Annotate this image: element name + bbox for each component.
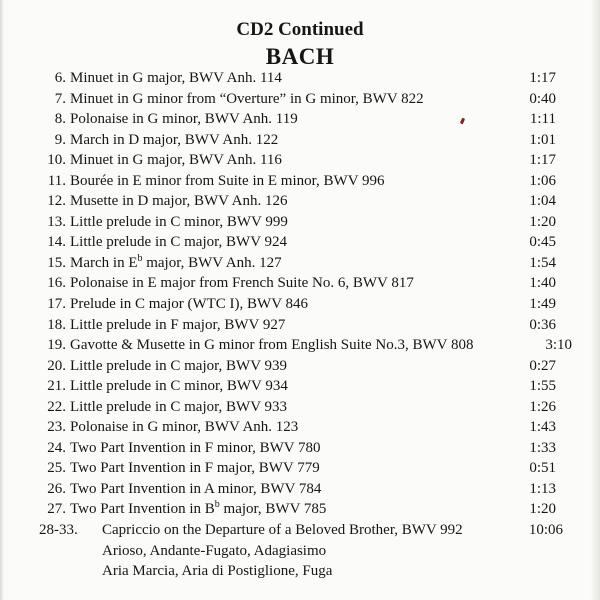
track-row	[0, 499, 600, 520]
track-number: 15.	[47, 254, 66, 271]
track-title: Minuet in G minor from “Overture” in G minor, BWV 822	[70, 90, 424, 107]
disc-subtitle: CD2 Continued	[236, 19, 364, 40]
track-number: 20.	[47, 357, 66, 374]
track-number: 7.	[54, 90, 66, 107]
track-row	[0, 191, 600, 212]
title-part: major, BWV 785	[219, 501, 327, 518]
track-title: Little prelude in C minor, BWV 934	[70, 378, 288, 395]
track-title: Little prelude in C major, BWV 933	[70, 398, 288, 415]
track-duration: 0:51	[529, 460, 556, 477]
track-number: 14.	[47, 234, 66, 251]
track-title: Musette in D major, BWV Anh. 126	[70, 193, 288, 210]
track-number: 13.	[47, 213, 66, 230]
movement-line	[0, 561, 600, 582]
track-row	[0, 376, 600, 397]
track-title: Two Part Invention in F minor, BWV 780	[70, 439, 321, 456]
track-title	[70, 253, 282, 274]
track-duration: 1:01	[529, 131, 556, 148]
track-duration: 0:40	[529, 90, 556, 107]
title-part: March in E	[70, 254, 138, 271]
track-row	[0, 417, 600, 438]
track-row	[0, 232, 600, 253]
track-duration: 1:55	[529, 378, 556, 395]
track-list	[0, 68, 600, 582]
track-duration: 10:06	[528, 522, 563, 539]
track-title: Capriccio on the Departure of a Beloved Brother, BWV 992	[102, 522, 463, 539]
track-number: 21.	[47, 378, 66, 395]
track-number: 23.	[47, 419, 66, 436]
track-number: 16.	[47, 275, 66, 292]
track-duration: 1:13	[529, 480, 556, 497]
track-duration: 1:26	[529, 398, 556, 415]
track-number: 28-33.	[39, 522, 78, 539]
title-part: major, BWV Anh. 127	[142, 254, 282, 271]
track-title: Two Part Invention in F major, BWV 779	[70, 460, 320, 477]
track-number: 17.	[47, 296, 66, 313]
flat-superscript: b	[214, 499, 220, 511]
track-duration: 0:36	[529, 316, 556, 333]
track-title: Little prelude in C major, BWV 939	[70, 357, 288, 374]
track-duration: 1:20	[529, 501, 556, 518]
track-title: Polonaise in E major from French Suite No. 6, BWV 817	[70, 275, 414, 292]
track-row	[0, 68, 600, 89]
track-title: Little prelude in C major, BWV 924	[70, 234, 288, 251]
track-number: 18.	[47, 316, 66, 333]
track-title: Little prelude in C minor, BWV 999	[70, 213, 288, 230]
title-part: Two Part Invention in B	[70, 501, 215, 518]
track-title: Little prelude in F major, BWV 927	[70, 316, 286, 333]
track-row	[0, 294, 600, 315]
track-row	[0, 89, 600, 110]
track-row-final	[0, 520, 600, 541]
track-title	[70, 499, 326, 520]
track-row	[0, 253, 600, 274]
track-row	[0, 171, 600, 192]
track-row	[0, 273, 600, 294]
movement-text: Arioso, Andante-Fugato, Adagiasimo	[102, 542, 327, 559]
track-row	[0, 438, 600, 459]
movement-text: Aria Marcia, Aria di Postiglione, Fuga	[102, 563, 333, 580]
track-title: Prelude in C major (WTC I), BWV 846	[70, 296, 309, 313]
track-duration: 1:06	[529, 172, 556, 189]
track-number: 11.	[47, 172, 66, 189]
track-title: Gavotte & Musette in G minor from English Suite No.3, BWV 808	[70, 337, 474, 354]
track-row	[0, 109, 600, 130]
track-duration: 0:27	[529, 357, 556, 374]
track-duration: 1:17	[529, 70, 556, 86]
track-row	[0, 315, 600, 336]
track-title: March in D major, BWV Anh. 122	[70, 131, 279, 148]
track-row	[0, 335, 600, 356]
track-row	[0, 458, 600, 479]
track-title: Minuet in G major, BWV Anh. 116	[70, 152, 282, 169]
track-row	[0, 150, 600, 171]
track-duration: 1:33	[529, 439, 556, 456]
track-title: Bourée in E minor from Suite in E minor, BWV 996	[70, 172, 385, 189]
track-duration: 1:49	[529, 296, 556, 313]
track-duration: 1:17	[529, 152, 556, 169]
track-number: 27.	[47, 501, 66, 518]
track-row	[0, 130, 600, 151]
track-number: 10.	[47, 152, 66, 169]
flat-superscript: b	[137, 252, 143, 264]
track-row	[0, 397, 600, 418]
track-duration: 3:10	[545, 337, 572, 354]
track-number: 8.	[54, 111, 66, 128]
track-duration: 0:45	[529, 234, 556, 251]
track-number: 26.	[47, 480, 66, 497]
track-duration: 1:43	[529, 419, 556, 436]
track-duration: 1:40	[529, 275, 556, 292]
track-duration: 1:11	[529, 111, 556, 128]
track-duration: 1:20	[529, 213, 556, 230]
track-number: 25.	[47, 460, 66, 477]
track-title: Polonaise in G minor, BWV Anh. 123	[70, 419, 299, 436]
track-title: Minuet in G major, BWV Anh. 114	[70, 70, 282, 86]
track-number: 19.	[47, 337, 66, 354]
movement-line	[0, 541, 600, 562]
composer-title: BACH	[265, 44, 335, 69]
track-number: 6.	[54, 70, 66, 86]
track-number: 12.	[47, 193, 66, 210]
track-row	[0, 356, 600, 377]
track-number: 24.	[47, 439, 66, 456]
track-duration: 1:54	[529, 254, 556, 271]
track-title: Two Part Invention in A minor, BWV 784	[70, 480, 322, 497]
track-row	[0, 212, 600, 233]
track-number: 22.	[47, 398, 66, 415]
track-number: 9.	[54, 131, 66, 148]
track-duration: 1:04	[529, 193, 556, 210]
track-row	[0, 479, 600, 500]
track-title: Polonaise in G minor, BWV Anh. 119	[70, 111, 298, 128]
